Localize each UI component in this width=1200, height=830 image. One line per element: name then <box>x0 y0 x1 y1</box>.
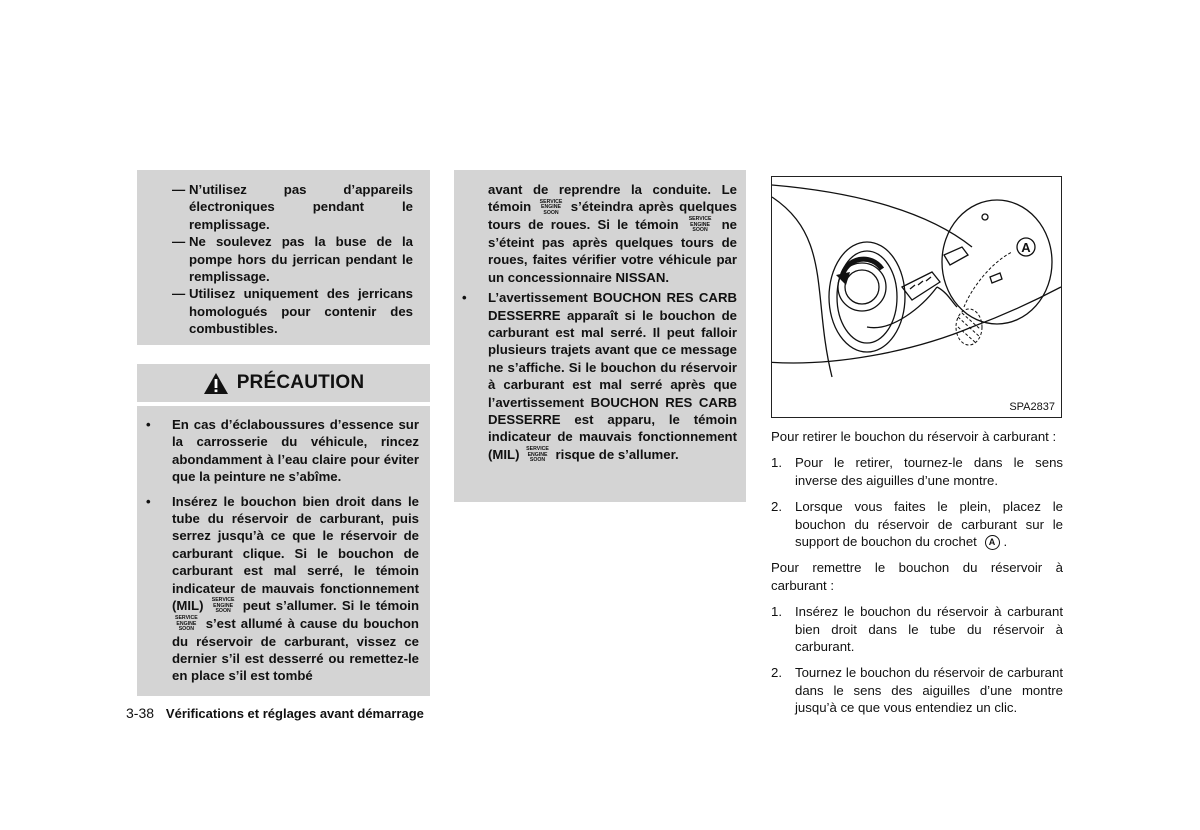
fuel-cap-instructions <box>771 428 1063 726</box>
bullet-mark: • <box>146 493 151 509</box>
bullet-text: s’est allumé à cause du bouchon du réservoir de carburant, vissez ce dernier s’il est desserré ou remettez-le en place s’il est tombé <box>172 615 419 684</box>
bullet-mark: • <box>146 417 151 432</box>
dash-item <box>173 285 413 337</box>
bullet-text: peut s’allumer. Si le témoin <box>242 598 419 614</box>
service-engine-soon-icon: SERVICE ENGINE SOON <box>539 198 563 216</box>
bullet-item <box>146 416 419 486</box>
bullet-mark: • <box>462 290 467 306</box>
dash-item-text: Ne soulevez pas la buse de la pompe hors du jerrican pendant le remplissage. <box>189 234 413 285</box>
dash-mark: — <box>172 286 186 302</box>
warning-dash-list <box>173 181 413 338</box>
bullet-text: Insérez le bouchon bien droit dans le tube du réservoir de carburant, puis serrez jusqu’à ce que le réservoir de carburant clique. Si le bouchon de carburant est mal serré, le témoin indicateur de mauvais fonctionnement (MIL) <box>172 493 419 614</box>
service-engine-soon-icon: SERVICE ENGINE SOON <box>175 615 198 633</box>
caution-continuation <box>462 181 737 464</box>
dash-item-text: Utilisez uniquement des jerricans homologués pour contenir des combustibles. <box>189 286 413 337</box>
fuel-filler-drawing <box>772 177 1061 417</box>
callout-label: A <box>1021 240 1031 255</box>
section-title: Vérifications et réglages avant démarrage <box>165 706 424 721</box>
service-engine-soon-icon: SERVICE ENGINE SOON <box>211 597 235 615</box>
page-footer <box>126 705 424 721</box>
caution-title <box>137 364 430 402</box>
dash-mark: — <box>172 182 186 197</box>
install-step: 1. Insérez le bouchon du réservoir à carburant bien droit dans le tube du réservoir à carburant. <box>771 604 1063 655</box>
install-step: 2. Tournez le bouchon du réservoir de carburant dans le sens des aiguilles d’une montre jusqu’à ce que vous entendiez un clic. <box>771 665 1063 716</box>
service-engine-soon-icon: SERVICE ENGINE SOON <box>526 446 549 464</box>
bullet-text: En cas d’éclaboussures d’essence sur la carrosserie du véhicule, rincez abondamment à l’eau claire pour éviter que la peinture ne s’abîme. <box>172 417 419 485</box>
remove-step: 1. Pour le retirer, tournez-le dans le sens inverse des aiguilles d’une montre. <box>771 455 1063 488</box>
dash-item <box>173 233 413 285</box>
figure-code: SPA2837 <box>1009 401 1055 413</box>
install-intro: Pour remettre le bouchon du réservoir à carburant : <box>771 560 1063 593</box>
bullet-item: • L’avertissement BOUCHON RES CARB DESSERRE apparaît si le bouchon de carburant est mal serré. Il peut falloir plusieurs trajets avant que ce message ne s’affiche. Si le bouchon du réservoir à carburant est mal serré après que l’avertissement BOUCHON RES CARB DESSERRE est apparu, le témoin indicateur de mauvais fonctionnement (MIL) SERVICE ENGINE SOON risque de s’allumer. <box>462 290 737 464</box>
remove-step: 2. Lorsque vous faites le plein, placez le bouchon du réservoir de carburant sur le support de bouchon du crochet A . <box>771 499 1063 550</box>
warning-triangle-icon <box>203 372 229 395</box>
caution-title-text: PRÉCAUTION <box>236 372 365 393</box>
dash-mark: — <box>172 234 186 250</box>
caution-bullet-list <box>146 416 419 692</box>
callout-a-icon: A <box>985 535 1000 550</box>
dash-item <box>173 181 413 233</box>
dash-item-text: N’utilisez pas d’appareils électroniques pendant le remplissage. <box>189 182 413 232</box>
fuel-cap-illustration <box>771 176 1062 418</box>
remove-intro: Pour retirer le bouchon du réservoir à carburant : <box>771 429 1057 444</box>
page-number: 3-38 <box>126 705 155 721</box>
bullet-item <box>146 493 419 685</box>
continued-paragraph: avant de reprendre la conduite. Le témoin SERVICE ENGINE SOON s’éteindra après quelques tours de roues. Si le témoin SERVICE ENGINE SOON ne s’éteint pas après quelques tours de roues, faites vérifier votre véhicule par un concessionnaire NISSAN. <box>488 182 737 285</box>
service-engine-soon-icon: SERVICE ENGINE SOON <box>688 216 712 234</box>
